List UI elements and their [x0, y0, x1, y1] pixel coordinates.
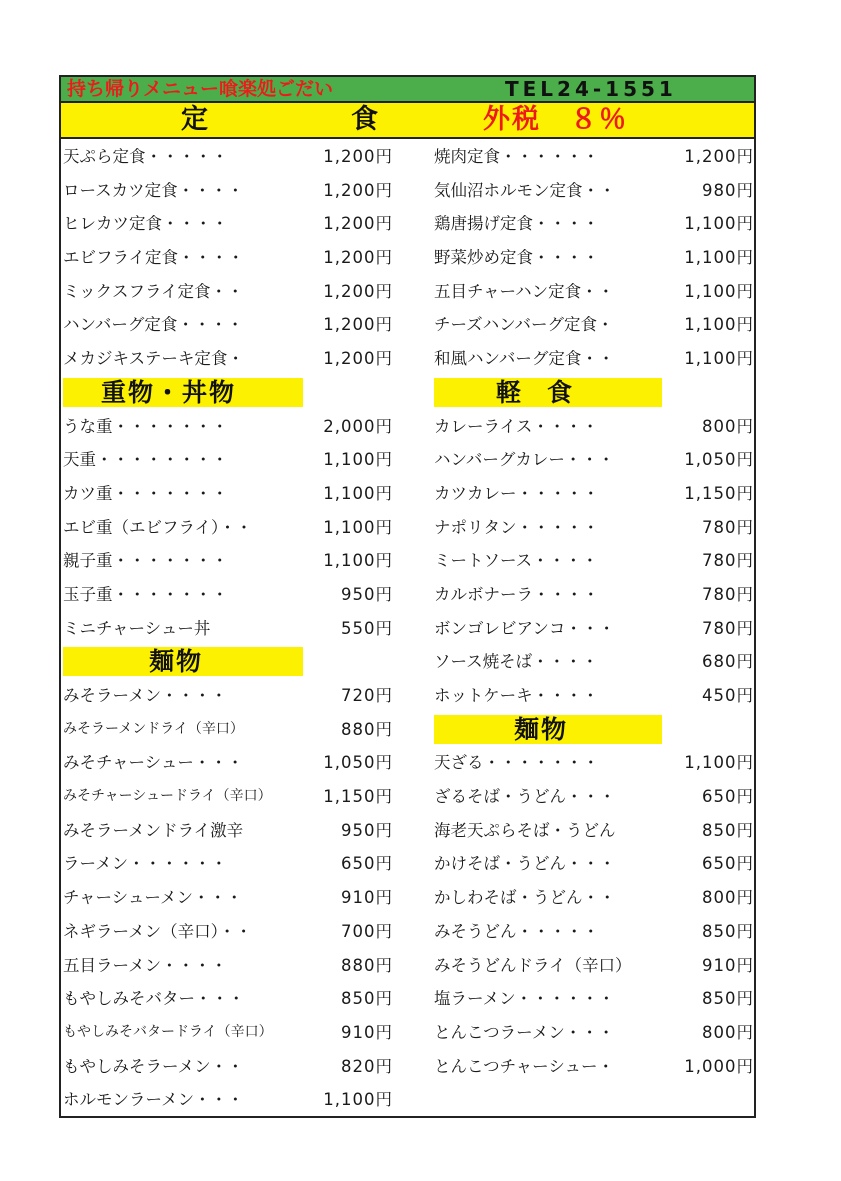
menu-item — [434, 241, 754, 275]
menu-item-name: もやしみそバタードライ（辛口） — [63, 1023, 273, 1040]
menu-item-price: 1,100円 — [684, 753, 754, 773]
menu-item-price: 1,100円 — [323, 517, 393, 537]
menu-item — [434, 814, 754, 848]
menu-item-price: 650円 — [702, 854, 754, 874]
menu-item — [63, 982, 393, 1016]
menu-item-name: ホットケーキ・・・・ — [434, 686, 599, 705]
menu-item-price: 1,200円 — [323, 180, 393, 200]
phone-number: TEL24-1551 — [505, 77, 677, 101]
menu-item-price: 1,200円 — [323, 315, 393, 335]
menu-item-name: 五目チャーハン定食・・ — [434, 281, 615, 301]
men-section-header — [63, 645, 393, 679]
menu-item — [63, 1016, 393, 1050]
shop-title: 持ち帰りメニュー喰楽処ごだい — [67, 78, 334, 100]
menu-item — [434, 679, 754, 713]
menu-item — [63, 612, 393, 646]
menu-item-price: 1,100円 — [323, 551, 393, 571]
menu-item-price: 1,050円 — [323, 753, 393, 773]
menu-item — [434, 1016, 754, 1050]
menu-item-name: みそうどん・・・・・ — [434, 921, 599, 941]
menu-item-price: 1,100円 — [323, 483, 393, 503]
menu-item-price: 880円 — [341, 955, 393, 975]
menu-item-price: 950円 — [341, 820, 393, 840]
menu-item-price: 650円 — [341, 854, 393, 874]
menu-item — [434, 511, 754, 545]
menu-item-price: 650円 — [702, 787, 754, 807]
menu-item-price: 850円 — [702, 989, 754, 1009]
menu-item-name: カツカレー・・・・・ — [434, 483, 599, 503]
menu-item-price: 1,200円 — [323, 281, 393, 301]
menu-item-name: みそチャーシュードライ（辛口） — [63, 788, 272, 805]
menu-item-name: 焼肉定食・・・・・・ — [434, 147, 599, 166]
menu-item-name: ボンゴレビアンコ・・・ — [434, 618, 615, 638]
menu-item — [63, 140, 393, 174]
menu-item — [63, 679, 393, 713]
menu-item-name: もやしみそバター・・・ — [63, 989, 245, 1009]
menu-item — [434, 578, 754, 612]
menu-item-name: かしわそば・うどん・・ — [434, 888, 616, 908]
menu-item-name: ハンバーグカレー・・・ — [434, 450, 615, 470]
menu-item-price: 820円 — [341, 1056, 393, 1076]
men-section-header — [434, 713, 754, 747]
menu-item-name: 五目ラーメン・・・・ — [63, 955, 228, 975]
menu-item-name: ホルモンラーメン・・・ — [63, 1090, 244, 1110]
menu-item-price: 1,100円 — [684, 281, 754, 301]
menu-item — [63, 308, 393, 342]
left-column — [63, 140, 393, 1117]
menu-item — [63, 915, 393, 949]
menu-item-price: 780円 — [702, 584, 754, 604]
menu-item — [63, 578, 393, 612]
menu-item-name: 天ぷら定食・・・・・ — [63, 147, 228, 166]
menu-item — [63, 1050, 393, 1084]
header-bar — [61, 77, 754, 103]
menu-item — [63, 443, 393, 477]
keishoku-section-header — [434, 376, 754, 410]
menu-item-name: みそうどんドライ（辛口） — [434, 955, 632, 975]
menu-item — [434, 949, 754, 983]
menu-item — [63, 814, 393, 848]
section-title: 重物・丼物 — [101, 377, 237, 407]
menu-item-name: エビフライ定食・・・・ — [63, 248, 245, 268]
menu-item-name: 気仙沼ホルモン定食・・ — [434, 180, 616, 200]
menu-item-name: ネギラーメン（辛口）・・ — [63, 921, 252, 941]
menu-item — [434, 174, 754, 208]
menu-item-price: 1,100円 — [684, 349, 754, 369]
menu-item-name: 野菜炒め定食・・・・ — [434, 248, 599, 268]
menu-item-price: 980円 — [702, 180, 754, 200]
menu-item — [434, 915, 754, 949]
menu-item-price: 780円 — [702, 551, 754, 571]
menu-item-name: 玉子重・・・・・・・ — [63, 584, 228, 604]
menu-item-price: 910円 — [341, 888, 393, 908]
menu-item-name: 鶏唐揚げ定食・・・・ — [434, 214, 599, 234]
menu-item — [63, 511, 393, 545]
menu-item-name: ラーメン・・・・・・ — [63, 854, 228, 874]
menu-item-name: メカジキステーキ定食・ — [63, 349, 244, 369]
menu-item-name: みそチャーシュー・・・ — [63, 753, 244, 773]
menu-item-name: 海老天ぷらそば・うどん — [434, 820, 616, 840]
menu-item — [434, 477, 754, 511]
menu-item-price: 1,000円 — [684, 1056, 754, 1076]
menu-item-name: 親子重・・・・・・・ — [63, 551, 228, 571]
menu-item — [63, 275, 393, 309]
menu-item-name: とんこつチャーシュー・ — [434, 1056, 615, 1076]
menu-item-price: 780円 — [702, 618, 754, 638]
menu-item-price: 680円 — [702, 652, 754, 672]
menu-item-price: 1,100円 — [684, 248, 754, 268]
menu-item — [434, 308, 754, 342]
menu-item — [63, 174, 393, 208]
menu-item-name: ハンバーグ定食・・・・ — [63, 315, 244, 335]
menu-item — [63, 847, 393, 881]
juumono-section-header — [63, 376, 393, 410]
menu-item-price: 910円 — [341, 1022, 393, 1042]
menu-item-price: 800円 — [702, 416, 754, 436]
menu-item-name: ミートソース・・・・ — [434, 551, 599, 571]
menu-item-name: みそラーメンドライ（辛口） — [63, 720, 244, 737]
menu-item-price: 720円 — [341, 686, 393, 705]
menu-item — [434, 275, 754, 309]
menu-item-price: 1,200円 — [323, 248, 393, 268]
menu-item-name: チーズハンバーグ定食・ — [434, 315, 614, 335]
menu-item-price: 800円 — [702, 1022, 754, 1042]
menu-item-price: 1,200円 — [323, 214, 393, 234]
menu-item-price: 1,200円 — [323, 147, 393, 166]
menu-item-price: 1,200円 — [323, 349, 393, 369]
menu-item — [63, 410, 393, 444]
menu-item-price: 1,200円 — [684, 147, 754, 166]
menu-item — [434, 342, 754, 376]
menu-item — [434, 746, 754, 780]
menu-item-price: 450円 — [702, 686, 754, 705]
section-title: 麺物 — [149, 647, 204, 677]
menu-item — [63, 241, 393, 275]
menu-item-name: エビ重（エビフライ）・・ — [63, 517, 253, 537]
section-title: 麺物 — [514, 714, 569, 744]
teishoku-header-bar — [61, 103, 754, 139]
menu-item-price: 880円 — [341, 719, 393, 739]
menu-item — [63, 746, 393, 780]
menu-item-name: ヒレカツ定食・・・・ — [63, 214, 228, 234]
menu-item — [434, 140, 754, 174]
tax-note: 外税 ８％ — [483, 104, 628, 135]
menu-item-price: 950円 — [341, 584, 393, 604]
menu-item-name: ナポリタン・・・・・ — [434, 517, 599, 537]
menu-item — [434, 1050, 754, 1084]
menu-item-price: 800円 — [702, 888, 754, 908]
menu-item — [434, 847, 754, 881]
menu-item — [434, 207, 754, 241]
menu-item-name: ロースカツ定食・・・・ — [63, 180, 244, 200]
menu-item-price: 850円 — [341, 989, 393, 1009]
menu-item-name: とんこつラーメン・・・ — [434, 1022, 615, 1042]
menu-item — [63, 881, 393, 915]
section-title: 軽食 — [496, 377, 599, 407]
menu-item-name: ざるそば・うどん・・・ — [434, 787, 616, 807]
menu-item-name: かけそば・うどん・・・ — [434, 854, 616, 874]
menu-item-name: 天ざる・・・・・・・ — [434, 753, 599, 773]
menu-item-price: 700円 — [341, 921, 393, 941]
menu-item — [63, 207, 393, 241]
menu-item — [434, 982, 754, 1016]
menu-item — [434, 612, 754, 646]
menu-item — [63, 544, 393, 578]
menu-item-price: 1,100円 — [684, 214, 754, 234]
menu-item — [63, 477, 393, 511]
menu-item-name: カルボナーラ・・・・ — [434, 584, 599, 604]
menu-item-price: 550円 — [341, 618, 393, 638]
menu-item-name: うな重・・・・・・・ — [63, 416, 228, 436]
menu-item-name: 塩ラーメン・・・・・・ — [434, 989, 615, 1009]
menu-item-price: 1,100円 — [684, 315, 754, 335]
menu-item-price: 850円 — [702, 820, 754, 840]
menu-item — [434, 645, 754, 679]
menu-item-price: 1,150円 — [684, 483, 754, 503]
menu-item — [63, 780, 393, 814]
menu-item — [434, 881, 754, 915]
menu-item — [434, 443, 754, 477]
menu-item-price: 910円 — [702, 955, 754, 975]
menu-item-price: 1,100円 — [323, 450, 393, 470]
menu-item-name: チャーシューメン・・・ — [63, 888, 243, 908]
menu-item-name: ミックスフライ定食・・ — [63, 281, 244, 301]
menu-item — [434, 780, 754, 814]
menu-item-price: 1,150円 — [323, 787, 393, 807]
menu-item — [434, 410, 754, 444]
menu-item — [63, 949, 393, 983]
menu-item-price: 780円 — [702, 517, 754, 537]
menu-item-price: 2,000円 — [323, 416, 393, 436]
menu-item — [63, 342, 393, 376]
menu-item-name: ソース焼そば・・・・ — [434, 652, 599, 672]
menu-item-name: カツ重・・・・・・・ — [63, 483, 228, 503]
menu-item-name: カレーライス・・・・ — [434, 416, 599, 436]
menu-item-name: ミニチャーシュー丼 — [63, 618, 211, 638]
menu-item-name: みそラーメンドライ激辛 — [63, 820, 244, 840]
menu-item-price: 1,100円 — [323, 1090, 393, 1110]
menu-item-name: みそラーメン・・・・ — [63, 686, 228, 705]
menu-item-name: 天重・・・・・・・・ — [63, 450, 228, 470]
menu-item-name: 和風ハンバーグ定食・・ — [434, 349, 615, 369]
menu-item — [434, 544, 754, 578]
menu-item-name: もやしみそラーメン・・ — [63, 1056, 244, 1076]
menu-item-price: 850円 — [702, 921, 754, 941]
right-column — [434, 140, 754, 1083]
menu-item-price: 1,050円 — [684, 450, 754, 470]
menu-item — [63, 1083, 393, 1117]
teishoku-section-title: 定 食 — [181, 104, 436, 135]
menu-item — [63, 713, 393, 747]
